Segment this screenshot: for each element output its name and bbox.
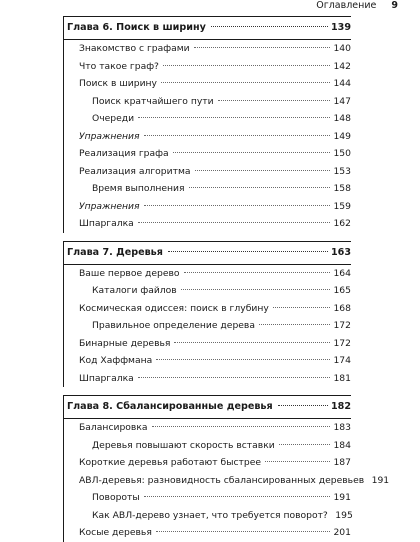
toc-entry-page-number: 142 xyxy=(333,60,351,72)
toc-entry-title: Шпаргалка xyxy=(79,372,134,384)
toc-entry[interactable] xyxy=(63,215,351,233)
toc-entry-page-number: 201 xyxy=(333,527,351,538)
toc-entry[interactable] xyxy=(63,335,351,353)
dot-leader xyxy=(278,405,328,406)
dot-leader xyxy=(144,135,330,136)
toc-entry-title: Шпаргалка xyxy=(79,218,134,229)
chapter-title: Глава 7. Деревья xyxy=(67,246,163,258)
toc-entry[interactable] xyxy=(63,370,351,388)
toc-entry-title: Балансировка xyxy=(79,422,148,433)
toc-entry[interactable] xyxy=(63,128,351,146)
toc-entry-page-number: 165 xyxy=(333,285,351,296)
chapter-heading[interactable] xyxy=(63,395,351,419)
dot-leader xyxy=(181,289,330,290)
table-of-contents xyxy=(63,13,390,542)
toc-entry-title: Каталоги файлов xyxy=(92,285,177,296)
toc-entry-title: Реализация алгоритма xyxy=(79,165,191,177)
toc-entry-page-number: 187 xyxy=(333,457,351,468)
toc-entry-page-number: 184 xyxy=(333,439,351,451)
chapter-heading[interactable] xyxy=(63,241,351,265)
toc-entry-page-number: 147 xyxy=(333,95,351,107)
toc-entry-page-number: 168 xyxy=(333,302,351,314)
toc-entry[interactable] xyxy=(63,93,351,111)
toc-entry-title: Реализация графа xyxy=(79,148,169,159)
toc-entry[interactable] xyxy=(63,524,351,542)
toc-entry-page-number: 148 xyxy=(333,113,351,124)
toc-entry[interactable] xyxy=(63,265,351,283)
dot-leader xyxy=(195,170,330,171)
chapter-title: Глава 6. Поиск в ширину xyxy=(67,22,206,33)
toc-entry-page-number: 181 xyxy=(333,372,351,384)
chapter-page-number: 182 xyxy=(330,401,351,412)
toc-entry-title: Упражнения xyxy=(79,200,140,212)
toc-entry-page-number: 164 xyxy=(333,267,351,279)
dot-leader xyxy=(144,205,330,206)
toc-entry-title: Деревья повышают скорость вставки xyxy=(92,439,275,451)
toc-entry-title: Короткие деревья работают быстрее xyxy=(79,457,262,468)
toc-entry[interactable] xyxy=(63,454,351,472)
dot-leader xyxy=(156,359,330,360)
toc-entry-page-number: 159 xyxy=(333,200,351,212)
toc-entry[interactable] xyxy=(63,419,351,437)
toc-entry-title: АВЛ-деревья: разновидность сбалансированных деревьев xyxy=(79,474,365,486)
toc-entry-title: Бинарные деревья xyxy=(79,337,171,349)
chapter-page-number: 139 xyxy=(330,22,351,33)
toc-entry-page-number: 153 xyxy=(333,165,351,177)
toc-entry[interactable] xyxy=(63,507,351,525)
toc-entry[interactable] xyxy=(63,110,351,128)
toc-entry-title: Поиск в ширину xyxy=(79,78,157,89)
dot-leader xyxy=(138,222,330,223)
dot-leader xyxy=(259,324,330,325)
toc-entry-title: Очереди xyxy=(92,113,135,124)
toc-entry-page-number: 183 xyxy=(333,422,351,433)
toc-entry-title: Упражнения xyxy=(79,130,140,142)
toc-entry-page-number: 158 xyxy=(333,183,351,194)
toc-entry-page-number: 144 xyxy=(333,78,351,89)
dot-leader xyxy=(144,496,330,497)
dot-leader xyxy=(194,47,330,48)
dot-leader xyxy=(174,342,330,343)
toc-entry-title: Время выполнения xyxy=(92,183,185,194)
dot-leader xyxy=(168,251,328,252)
toc-entry-title: Правильное определение дерева xyxy=(92,320,255,331)
dot-leader xyxy=(273,307,330,308)
dot-leader xyxy=(163,65,330,66)
toc-entry[interactable] xyxy=(63,472,390,490)
toc-entry-page-number: 172 xyxy=(333,320,351,331)
dot-leader xyxy=(279,444,330,445)
toc-entry[interactable] xyxy=(63,352,351,370)
toc-entry-page-number: 191 xyxy=(333,492,351,503)
toc-entry-title: Поиск кратчайшего пути xyxy=(92,95,214,107)
toc-entry-title: Код Хаффмана xyxy=(79,355,153,366)
dot-leader xyxy=(189,187,331,188)
toc-entry-title: Повороты xyxy=(92,492,140,503)
toc-entry-page-number: 162 xyxy=(333,218,351,229)
toc-entry-page-number: 150 xyxy=(333,148,351,159)
toc-entry[interactable] xyxy=(63,180,351,198)
toc-entry-page-number: 172 xyxy=(333,337,351,349)
toc-entry[interactable] xyxy=(63,282,351,300)
dot-leader xyxy=(184,272,330,273)
toc-entry-title: Косые деревья xyxy=(79,527,152,538)
header-section-title: Оглавление xyxy=(316,0,377,11)
toc-entry-page-number: 195 xyxy=(335,509,353,521)
toc-entry-title: Космическая одиссея: поиск в глубину xyxy=(79,302,269,314)
dot-leader xyxy=(156,531,330,532)
toc-entry-page-number: 174 xyxy=(333,355,351,366)
dot-leader xyxy=(161,82,330,83)
dot-leader xyxy=(138,117,330,118)
toc-entry[interactable] xyxy=(63,300,351,318)
toc-entry[interactable] xyxy=(63,40,351,58)
toc-entry[interactable] xyxy=(63,437,351,455)
chapter-heading[interactable] xyxy=(63,16,351,40)
toc-entry[interactable] xyxy=(63,163,351,181)
toc-entry[interactable] xyxy=(63,145,351,163)
dot-leader xyxy=(173,152,330,153)
header-page-number: 9 xyxy=(391,0,398,11)
dot-leader xyxy=(265,461,330,462)
dot-leader xyxy=(152,426,330,427)
toc-entry-page-number: 149 xyxy=(333,130,351,142)
dot-leader xyxy=(138,377,330,378)
running-header xyxy=(316,0,398,14)
toc-entry[interactable] xyxy=(63,198,351,216)
toc-entry-page-number: 191 xyxy=(371,474,390,486)
toc-entry[interactable] xyxy=(63,58,351,76)
toc-entry[interactable] xyxy=(63,75,351,93)
toc-entry-title: Что такое граф? xyxy=(79,60,159,72)
toc-entry-page-number: 140 xyxy=(333,43,351,54)
dot-leader xyxy=(211,26,328,27)
dot-leader xyxy=(218,100,330,101)
toc-entry-title: Знакомство с графами xyxy=(79,43,190,54)
chapter-title: Глава 8. Сбалансированные деревья xyxy=(67,401,273,412)
chapter-page-number: 163 xyxy=(330,246,351,258)
toc-entry[interactable] xyxy=(63,317,351,335)
toc-entry-title: Ваше первое дерево xyxy=(79,267,180,279)
toc-entry-title: Как АВЛ-дерево узнает, что требуется поворот? xyxy=(92,509,328,521)
toc-entry[interactable] xyxy=(63,489,351,507)
